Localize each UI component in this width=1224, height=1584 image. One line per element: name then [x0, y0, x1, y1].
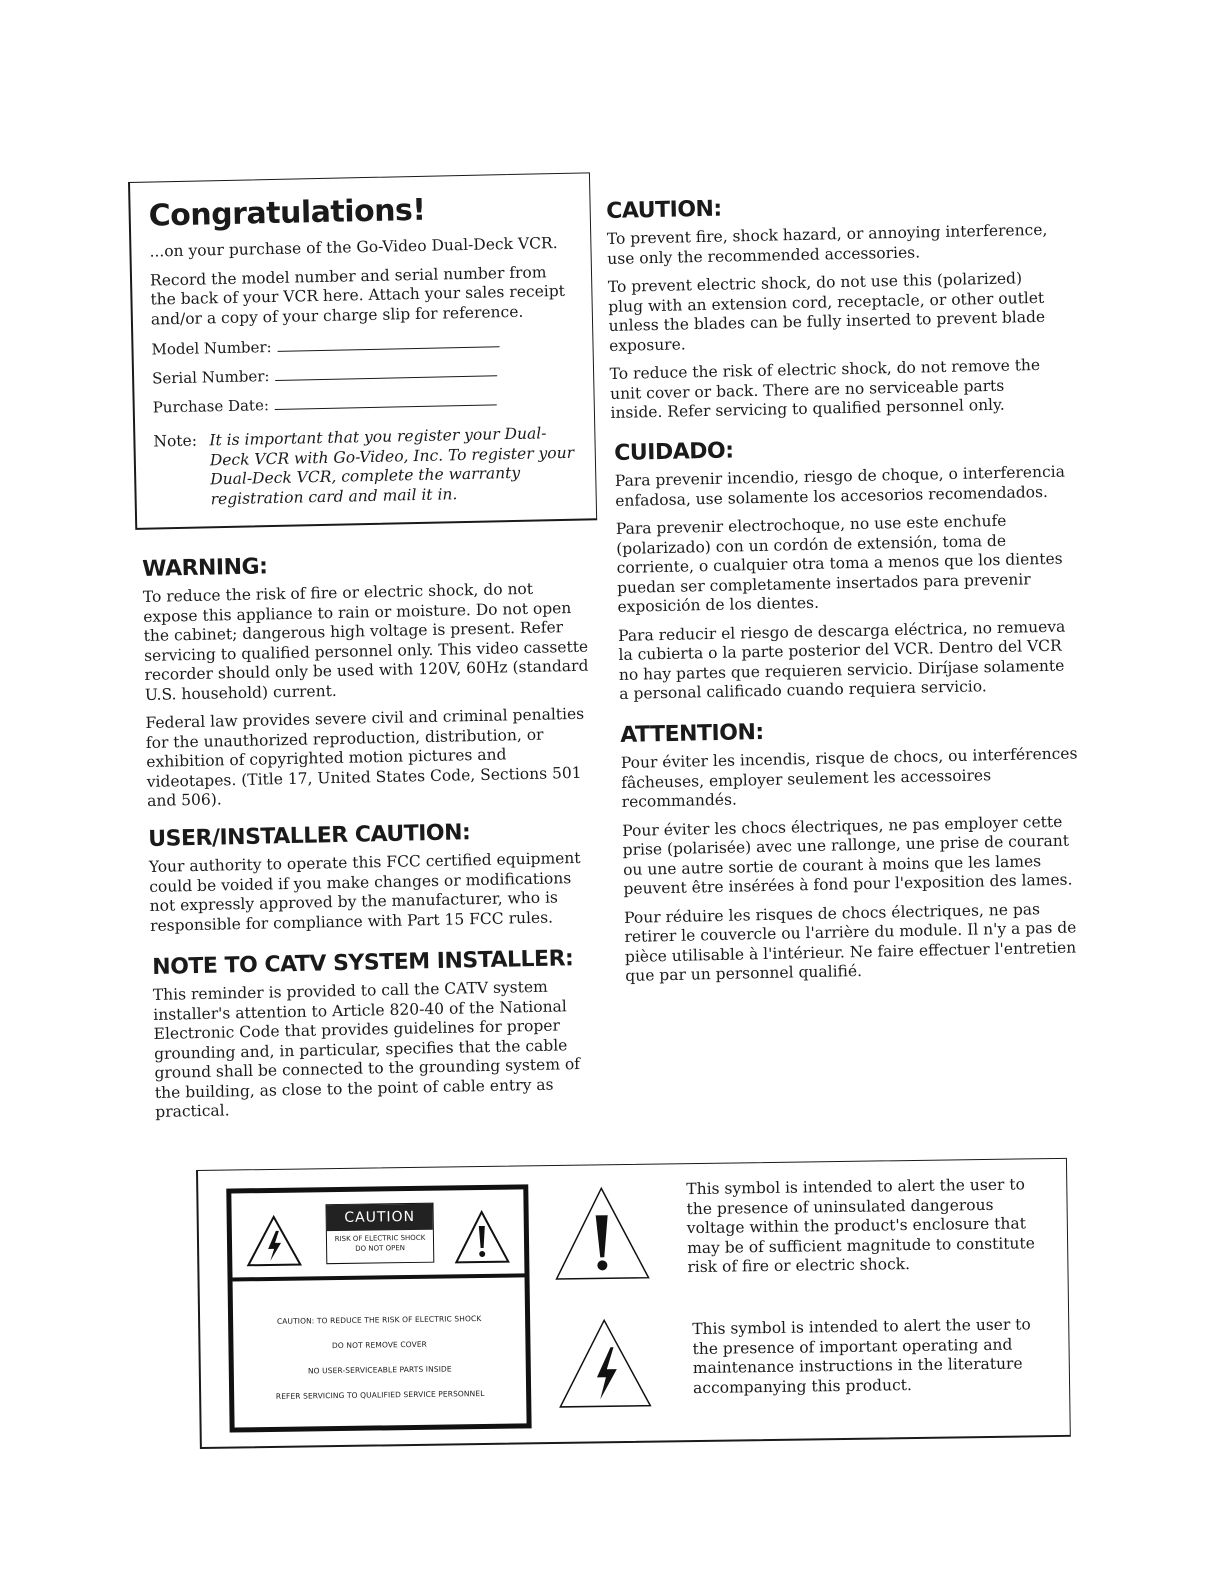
caution-label-line: CAUTION: TO REDUCE THE RISK OF ELECTRIC SHOCK [276, 1314, 482, 1326]
congrats-subtitle: ...on your purchase of the Go-Video Dual-Deck VCR. [149, 234, 558, 261]
purchase-date-label: Purchase Date: [152, 396, 270, 417]
caution-label [226, 1184, 531, 1432]
note-label: Note: [153, 431, 198, 451]
model-number-label: Model Number: [151, 338, 272, 359]
warning-paragraph: To reduce the risk of fire or electric shock, do not expose this appliance to rain or moisture. Do not open the cabinet; dangerous high voltage is present. Refer servicing to qualified personnel only. This video cassette recorder should only be used with 120V, 60Hz (standard U.S. household) current. [142, 579, 589, 704]
record-instructions-line: the back of your VCR here. Attach your sales receipt [150, 281, 566, 309]
purchase-date-field [153, 389, 576, 417]
caution-paragraph: To reduce the risk of electric shock, do not remove the unit cover or back. There are no serviceable parts inside. Refer servicing to qualified personnel only. [609, 355, 1041, 422]
cuidado-paragraph: Para prevenir incendio, riesgo de choque, o interferencia enfadosa, use solamente los accesorios recomendados. [614, 462, 1066, 510]
note-text: It is important that you register your Dual-Deck VCR with Go-Video, Inc. To register your Dual-Deck VCR, complete the warranty registration card and mail it in. [209, 424, 575, 508]
caution-label-line: REFER SERVICING TO QUALIFIED SERVICE PERSONNEL [275, 1388, 485, 1401]
lightning-triangle-icon [556, 1317, 653, 1410]
attention-paragraph: Pour éviter les chocs électriques, ne pas employer cette prise (polarisée) avec une rallonge, une prise de courant ou une autre sortie de courant à moins que les lames peuvent être insérées à fond pour l'exposition des lames. [622, 812, 1073, 898]
serial-number-blank [275, 361, 497, 381]
exclamation-triangle-icon [454, 1210, 511, 1265]
copyright-paragraph: Federal law provides severe civil and criminal penalties for the unauthorized reproduction, distribution, or exhibition of copyrighted motion pictures and videotapes. (Title 17, United States Code, Sections 501 and 506). [145, 704, 585, 810]
record-instructions-line: and/or a copy of your charge slip for reference. [150, 302, 524, 329]
caution-heading: CAUTION: [606, 196, 722, 224]
lightning-triangle-icon [246, 1215, 303, 1268]
record-instructions-line: Record the model number and serial number from [149, 262, 547, 290]
cuidado-heading: CUIDADO: [614, 438, 734, 466]
installer-caution-paragraph: Your authority to operate this FCC certified equipment could be voided if you make changes or modifications not expressly approved by the manufacturer, who is responsible for compliance with Part 15 FCC rules. [148, 848, 581, 935]
caution-paragraph: To prevent fire, shock hazard, or annoying interference, use only the recommended accessories. [606, 220, 1048, 268]
warning-section [142, 547, 595, 812]
attention-paragraph: Pour réduire les risques de chocs électriques, ne pas retirer le couvercle ou l'arrière du module. Il n'y a pas de pièce utilisable à l'intérieur. Ne faire effectuer l'entretien que par un personnel qualifié. [623, 899, 1077, 985]
caution-banner-line: DO NOT OPEN [355, 1244, 406, 1253]
installer-caution-section [148, 817, 596, 936]
cuidado-section [614, 431, 1071, 705]
caution-label-header [231, 1189, 524, 1281]
attention-section [620, 712, 1083, 986]
caution-label-line: NO USER-SERVICEABLE PARTS INSIDE [307, 1364, 452, 1376]
caution-banner-line: RISK OF ELECTRIC SHOCK [334, 1233, 426, 1244]
serial-number-field [152, 360, 575, 388]
serial-number-label: Serial Number: [151, 367, 270, 388]
caution-banner-title: CAUTION [327, 1204, 433, 1231]
purchase-date-blank [275, 390, 497, 410]
caution-section [606, 189, 1055, 424]
model-number-field [151, 331, 574, 359]
caution-label-line: DO NOT REMOVE COVER [331, 1339, 428, 1351]
catv-note-paragraph: This reminder is provided to call the CATV system installer's attention to Article 820-40 of the National Electronic Code that provides guidelines for proper grounding and, in particular, specifies that the cable ground shall be connected to the grounding system of the building, as close to the point of cable entry as practical. [152, 977, 581, 1121]
cuidado-paragraph: Para reducir el riesgo de descarga eléctrica, no remueva la cubierta o la parte posterior del VCR. Dentro del VCR no hay partes que requieren servicio. Diríjase solamente a personal calificado cuando requiera servicio. [617, 617, 1066, 703]
attention-paragraph: Pour éviter les incendis, risque de chocs, ou interférences fâcheuses, employer seulement les accessoires recommandés. [620, 744, 1078, 811]
caution-banner-subtext [327, 1230, 433, 1254]
caution-paragraph: To prevent electric shock, do not use this (polarized) plug with an extension cord, receptacle, or other outlet unless the blades can be fully inserted to prevent blade exposure. [607, 269, 1046, 355]
model-number-blank [277, 332, 499, 352]
installer-caution-heading: USER/INSTALLER CAUTION: [148, 820, 471, 852]
caution-label-text [233, 1305, 526, 1409]
lightning-symbol-description: This symbol is intended to alert the user to the presence of important operating and maintenance instructions in the literature accompanying this product. [692, 1315, 1031, 1397]
warning-heading: WARNING: [142, 554, 268, 582]
exclamation-symbol-description: This symbol is intended to alert the user to the presence of uninsulated dangerous voltage within the product's enclosure that may be of sufficient magnitude to constitute risk of fire or electric shock. [686, 1175, 1036, 1277]
registration-note [153, 424, 578, 511]
congrats-title: Congratulations! [148, 192, 426, 234]
cuidado-paragraph: Para prevenir electrochoque, no use este enchufe (polarizado) con un cordón de extensión, toma de corriente, o cualquier otra toma a menos que los dientes puedan ser completamente insertados para prevenir exposición de los dientes. [615, 511, 1063, 616]
exclamation-triangle-icon [552, 1185, 651, 1282]
catv-note-section [152, 945, 587, 1123]
attention-heading: ATTENTION: [620, 719, 764, 748]
catv-note-heading: NOTE TO CATV SYSTEM INSTALLER: [152, 946, 574, 980]
registration-box [128, 172, 597, 530]
safety-symbols-box [196, 1158, 1071, 1449]
caution-banner [325, 1203, 434, 1265]
